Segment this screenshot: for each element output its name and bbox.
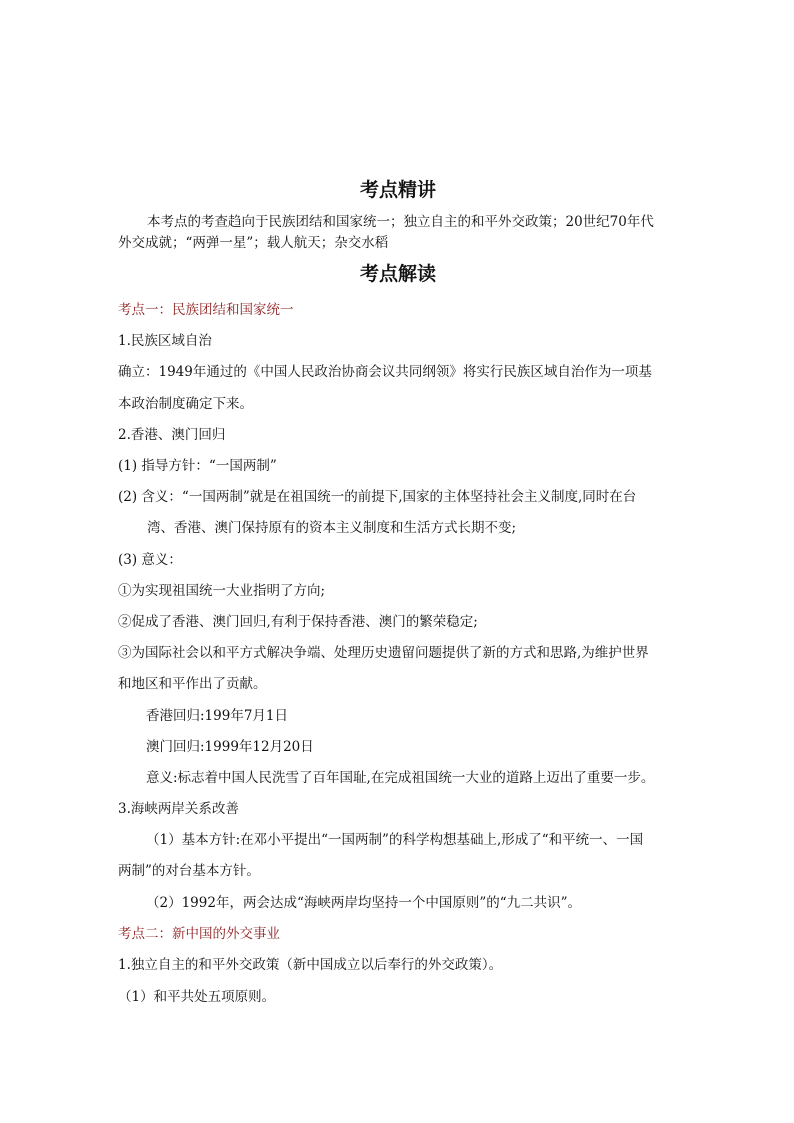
cross-strait-principle-line-2: 两制”的对台基本方针。 [118, 863, 260, 879]
hk-return-date: 香港回归:199年7月1日 [146, 708, 288, 724]
macau-return-date: 澳门回归:1999年12月20日 [146, 739, 314, 755]
section-heading-1: 考点一：民族团结和国家统一 [118, 302, 294, 318]
intro-line-1: 本考点的考查趋向于民族团结和国家统一；独立自主的和平外交政策；20世纪70年代 [147, 214, 654, 230]
item-hk-macau-return: 2.香港、澳门回归 [118, 427, 226, 443]
section-heading-2: 考点二：新中国的外交事业 [118, 926, 280, 942]
title-key-points-interpretation: 考点解读 [359, 263, 436, 285]
significance-point-1: ①为实现祖国统一大业指明了方向; [118, 583, 326, 599]
title-key-points-lecture: 考点精讲 [359, 179, 436, 201]
cross-strait-1992-consensus: （2）1992年，两会达成“海峡两岸均坚持一个中国原则”的“九二共识”。 [146, 895, 582, 911]
return-significance: 意义:标志着中国人民洗雪了百年国耻,在完成祖国统一大业的道路上迈出了重要一步。 [146, 770, 655, 786]
meaning-definition-line-1: (2) 含义：“一国两制”就是在祖国统一的前提下,国家的主体坚持社会主义制度,同时在台 [118, 489, 637, 505]
significance-point-3-line-2: 和地区和平作出了贡献。 [118, 676, 267, 692]
guiding-principle: (1) 指导方针：“一国两制” [118, 458, 277, 474]
intro-line-2: 外交成就；“两弹一星”；载人航天；杂交水稻 [118, 235, 389, 251]
cross-strait-principle-line-1: （1）基本方针:在邓小平提出“一国两制”的科学构想基础上,形成了“和平统一、一国 [146, 832, 644, 848]
significance-point-3-line-1: ③为国际社会以和平方式解决争端、处理历史遗留问题提供了新的方式和思路,为维护世界 [118, 645, 649, 661]
meaning-definition-line-2: 湾、香港、澳门保持原有的资本主义制度和生活方式长期不变; [147, 520, 517, 536]
item-ethnic-autonomy: 1.民族区域自治 [118, 333, 212, 349]
five-principles: （1）和平共处五项原则。 [118, 989, 276, 1005]
significance-point-2: ②促成了香港、澳门回归,有利于保持香港、澳门的繁荣稳定; [118, 614, 478, 630]
ethnic-autonomy-line-2: 本政治制度确定下来。 [118, 396, 253, 412]
item-cross-strait: 3.海峡两岸关系改善 [118, 801, 239, 817]
item-independent-foreign-policy: 1.独立自主的和平外交政策（新中国成立以后奉行的外交政策）。 [118, 957, 503, 973]
ethnic-autonomy-line-1: 确立：1949年通过的《中国人民政治协商会议共同纲领》将实行民族区域自治作为一项基 [118, 364, 652, 380]
significance-label: (3) 意义： [118, 552, 182, 568]
